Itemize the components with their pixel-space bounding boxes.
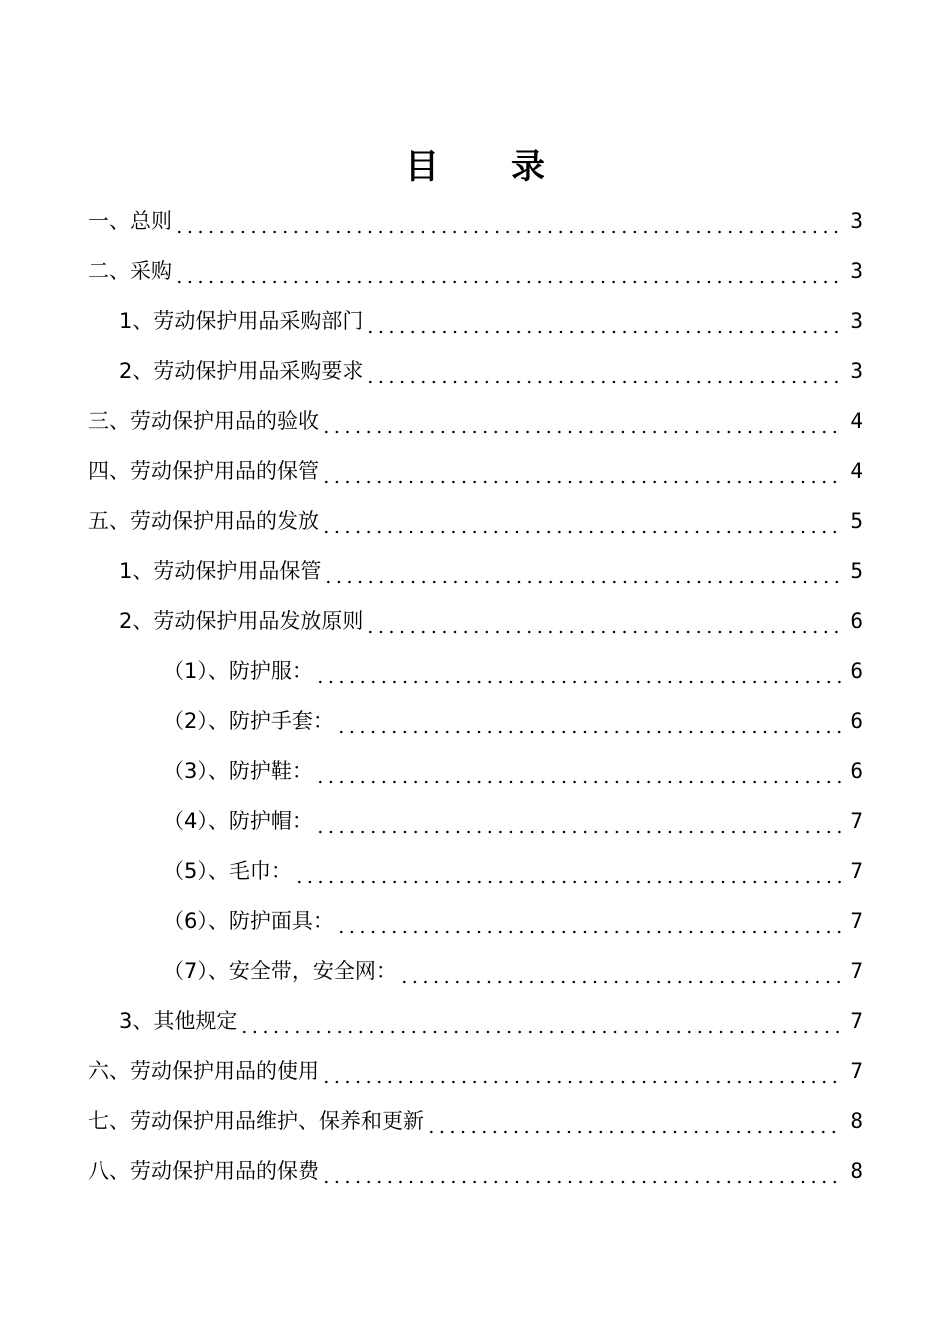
toc-entry-label: 1、劳动保护用品采购部门 <box>119 309 364 333</box>
toc-entry-label: 二、采购 <box>88 259 172 283</box>
toc-entry-label: 四、劳动保护用品的保管 <box>88 459 319 483</box>
toc-entry-label: 一、总则 <box>88 209 172 233</box>
toc-entry-label: 五、劳动保护用品的发放 <box>88 509 319 533</box>
toc-entry[interactable] <box>0 196 950 246</box>
toc-entry-page: 3 <box>850 359 863 383</box>
toc-entry[interactable] <box>0 546 950 596</box>
dot-leader <box>323 565 841 585</box>
dot-leader <box>399 965 841 985</box>
toc-entry[interactable] <box>0 396 950 446</box>
dot-leader <box>174 265 841 285</box>
toc-entry[interactable] <box>0 896 950 946</box>
toc-entry-page: 7 <box>850 1059 863 1083</box>
toc-entry[interactable] <box>0 696 950 746</box>
toc-entry-label: 三、劳动保护用品的验收 <box>88 409 319 433</box>
toc-entry[interactable] <box>0 846 950 896</box>
dot-leader <box>321 465 841 485</box>
toc-list <box>0 196 950 1196</box>
toc-entry-label: 2、劳动保护用品发放原则 <box>119 609 364 633</box>
dot-leader <box>321 415 841 435</box>
dot-leader <box>336 715 841 735</box>
dot-leader <box>426 1115 841 1135</box>
toc-entry-page: 4 <box>850 409 863 433</box>
toc-title <box>0 142 950 192</box>
dot-leader <box>365 615 841 635</box>
toc-entry-label: 1、劳动保护用品保管 <box>119 559 322 583</box>
toc-entry-label: （5）、毛巾： <box>163 859 292 883</box>
toc-entry-label: 八、劳动保护用品的保费 <box>88 1159 319 1183</box>
toc-entry-page: 6 <box>850 609 863 633</box>
dot-leader <box>294 865 841 885</box>
toc-entry-page: 3 <box>850 309 863 333</box>
toc-entry[interactable] <box>0 296 950 346</box>
toc-entry-page: 4 <box>850 459 863 483</box>
toc-entry-page: 8 <box>850 1159 863 1183</box>
dot-leader <box>365 315 841 335</box>
toc-entry-page: 7 <box>850 859 863 883</box>
dot-leader <box>336 915 841 935</box>
dot-leader <box>174 215 841 235</box>
toc-entry[interactable] <box>0 646 950 696</box>
toc-title-char-1: 目 <box>405 147 439 187</box>
toc-entry-page: 6 <box>850 709 863 733</box>
toc-entry[interactable] <box>0 1146 950 1196</box>
toc-entry-page: 3 <box>850 259 863 283</box>
toc-entry-page: 5 <box>850 559 863 583</box>
dot-leader <box>321 515 841 535</box>
toc-entry[interactable] <box>0 796 950 846</box>
dot-leader <box>321 1065 841 1085</box>
toc-entry-label: 七、劳动保护用品维护、保养和更新 <box>88 1109 424 1133</box>
dot-leader <box>321 1165 841 1185</box>
dot-leader <box>239 1015 841 1035</box>
toc-entry[interactable] <box>0 246 950 296</box>
toc-entry-page: 7 <box>850 959 863 983</box>
toc-entry-page: 7 <box>850 909 863 933</box>
toc-entry-label: 3、其他规定 <box>119 1009 238 1033</box>
toc-entry-page: 7 <box>850 1009 863 1033</box>
toc-entry-label: （3）、防护鞋： <box>163 759 313 783</box>
toc-entry[interactable] <box>0 496 950 546</box>
toc-entry-label: （4）、防护帽： <box>163 809 313 833</box>
toc-entry-label: 六、劳动保护用品的使用 <box>88 1059 319 1083</box>
toc-entry-page: 8 <box>850 1109 863 1133</box>
toc-entry[interactable] <box>0 746 950 796</box>
toc-entry-label: （6）、防护面具： <box>163 909 334 933</box>
toc-title-char-2: 录 <box>511 147 545 187</box>
dot-leader <box>315 815 841 835</box>
toc-entry-label: （1）、防护服： <box>163 659 313 683</box>
toc-entry-page: 5 <box>850 509 863 533</box>
toc-entry[interactable] <box>0 346 950 396</box>
toc-entry-label: 2、劳动保护用品采购要求 <box>119 359 364 383</box>
toc-entry-page: 7 <box>850 809 863 833</box>
toc-entry[interactable] <box>0 1096 950 1146</box>
toc-entry-label: （2）、防护手套： <box>163 709 334 733</box>
toc-entry[interactable] <box>0 946 950 996</box>
toc-entry[interactable] <box>0 996 950 1046</box>
dot-leader <box>315 765 841 785</box>
toc-entry-page: 3 <box>850 209 863 233</box>
dot-leader <box>315 665 841 685</box>
toc-entry[interactable] <box>0 1046 950 1096</box>
toc-entry[interactable] <box>0 446 950 496</box>
toc-entry[interactable] <box>0 596 950 646</box>
toc-entry-page: 6 <box>850 759 863 783</box>
dot-leader <box>365 365 841 385</box>
toc-entry-label: （7）、安全带，安全网： <box>163 959 397 983</box>
toc-entry-page: 6 <box>850 659 863 683</box>
